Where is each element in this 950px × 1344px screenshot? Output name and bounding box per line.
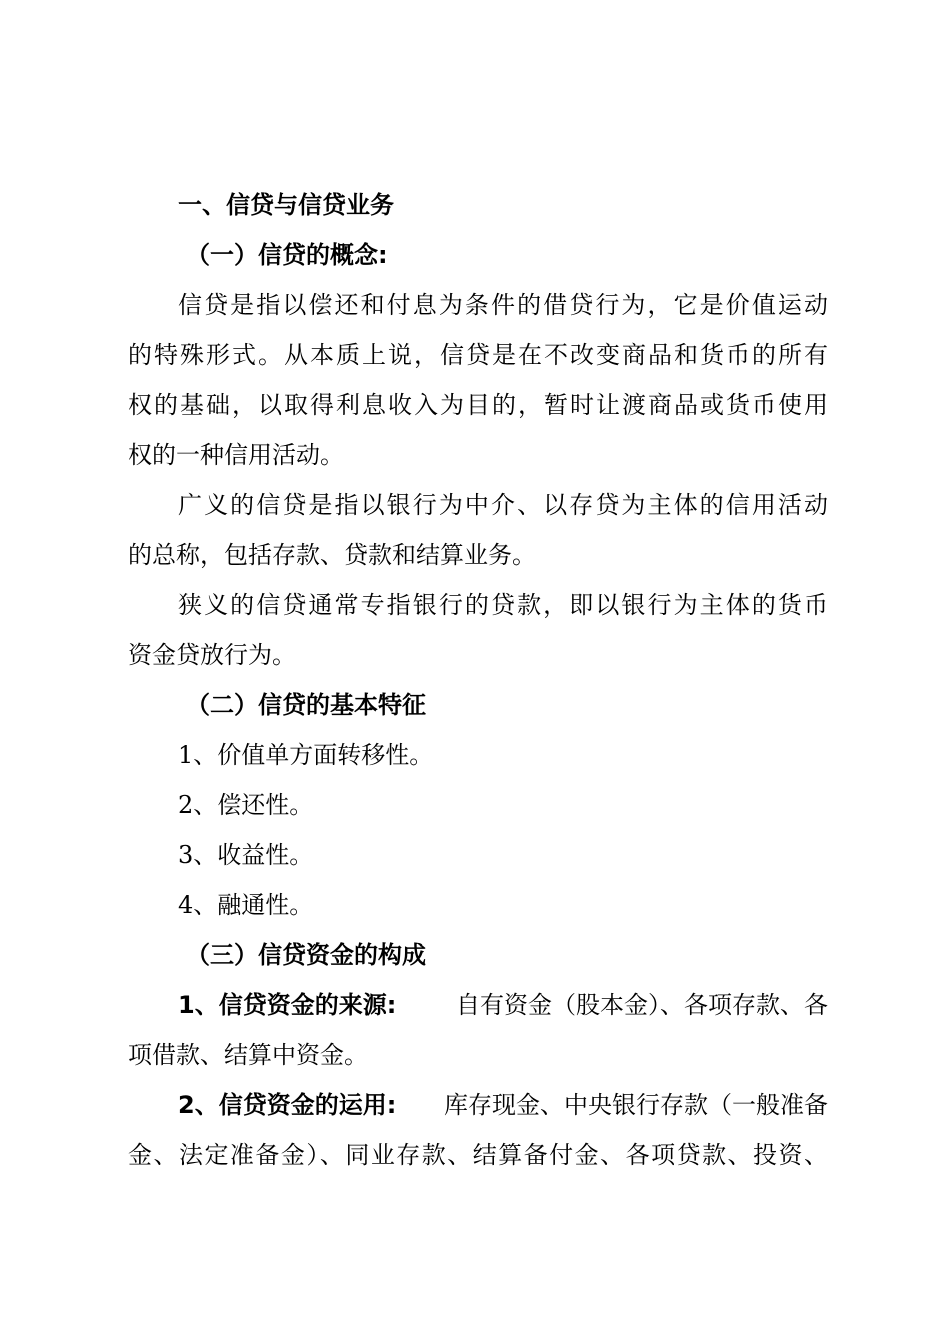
usage-text: 库存现金、中央银行存款（一般准备 — [444, 1091, 828, 1119]
list-item: 4、融通性。 — [178, 891, 314, 919]
source-label: 1、信贷资金的来源: — [178, 991, 397, 1019]
subsection-heading-features: （二）信贷的基本特征 — [186, 691, 426, 719]
paragraph-line: 金、法定准备金）、同业存款、结算备付金、各项贷款、投资、 — [128, 1141, 828, 1169]
source-text: 自有资金（股本金）、各项存款、各 — [456, 991, 828, 1019]
list-item: 1、价值单方面转移性。 — [178, 741, 434, 769]
paragraph-line: 信贷是指以偿还和付息为条件的借贷行为，它是价值运动 — [178, 291, 828, 319]
list-item: 2、偿还性。 — [178, 791, 314, 819]
paragraph-line: 项借款、结算中资金。 — [128, 1041, 368, 1069]
paragraph-line: 权的基础，以取得利息收入为目的，暂时让渡商品或货币使用 — [128, 391, 828, 419]
paragraph-line: 的总称，包括存款、贷款和结算业务。 — [128, 541, 536, 569]
source-line — [178, 990, 828, 1020]
subsection-heading-concept: （一）信贷的概念: — [186, 241, 388, 269]
list-item: 3、收益性。 — [178, 841, 314, 869]
subsection-heading-composition: （三）信贷资金的构成 — [186, 941, 426, 969]
paragraph-line: 狭义的信贷通常专指银行的贷款，即以银行为主体的货币 — [178, 591, 828, 619]
section-heading: 一、信贷与信贷业务 — [178, 191, 394, 219]
paragraph-line: 权的一种信用活动。 — [128, 441, 344, 469]
usage-line — [178, 1090, 828, 1120]
paragraph-line: 资金贷放行为。 — [128, 641, 296, 669]
usage-label: 2、信贷资金的运用: — [178, 1091, 397, 1119]
paragraph-line: 广义的信贷是指以银行为中介、以存贷为主体的信用活动 — [178, 491, 828, 519]
paragraph-line: 的特殊形式。从本质上说，信贷是在不改变商品和货币的所有 — [128, 341, 828, 369]
